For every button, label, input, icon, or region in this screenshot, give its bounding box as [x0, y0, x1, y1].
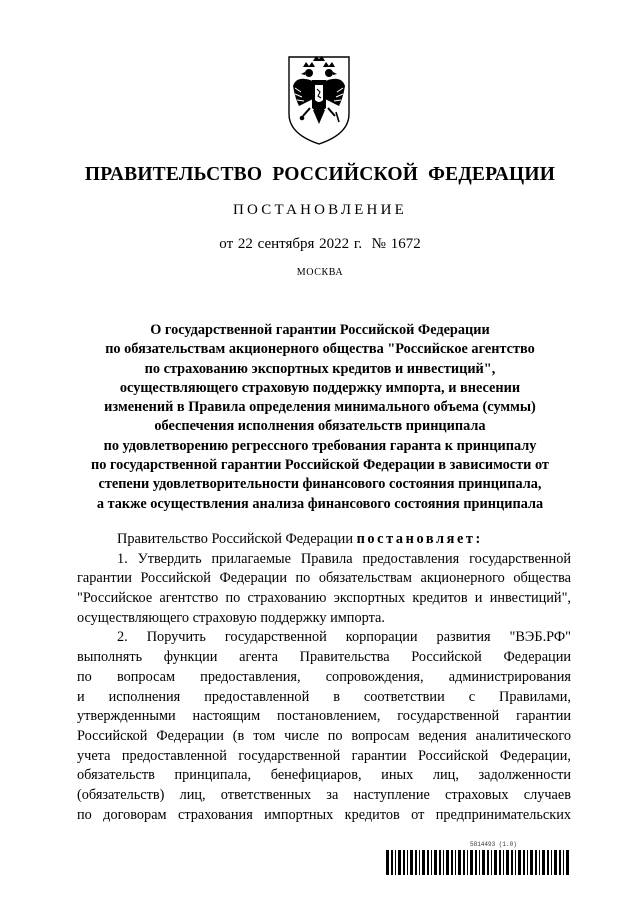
paragraph-2-line: обязательств принципала, бенефициаров, иных лиц, задолженности	[77, 767, 571, 784]
city-label: МОСКВА	[296, 267, 344, 278]
heading-line: осуществляющего страховую поддержку импорта, и внесении	[119, 379, 521, 396]
preamble	[77, 530, 571, 550]
heading-line: обеспечения исполнения обязательств принципала	[154, 418, 486, 435]
paragraph-1-line: "Российское агентство по страхованию экспортных кредитов и инвестиций",	[77, 590, 571, 607]
paragraph-2-line: Российской Федерации (в том числе по вопросам ведения аналитического	[77, 727, 571, 744]
paragraph-2-line: 2. Поручить государственной корпорации развития "ВЭБ.РФ"	[117, 629, 571, 646]
government-title: ПРАВИТЕЛЬСТВО РОССИЙСКОЙ ФЕДЕРАЦИИ	[84, 164, 556, 185]
paragraph-2-line: утвержденными настоящим постановлением, государственной гарантии	[77, 708, 571, 725]
paragraph-2-line: (обязательств) лиц, ответственных за наступление страховых случаев	[77, 786, 571, 803]
heading-line: по государственной гарантии Российской Федерации в зависимости от	[91, 457, 549, 474]
paragraph-2-line: выполнять функции агента Правительства Российской Федерации	[77, 649, 571, 666]
paragraph-1-line: гарантии Российской Федерации по обязательствам акционерного общества	[77, 570, 571, 587]
document-date: от 22 сентября 2022 г. № 1672	[219, 236, 421, 252]
preamble-text: Правительство Российской Федерации	[117, 531, 353, 547]
russian-double-headed-eagle-emblem-icon	[279, 52, 359, 148]
heading-line: О государственной гарантии Российской Федерации	[150, 322, 490, 338]
heading-line: а также осуществления анализа финансового состояния принципала	[96, 495, 544, 512]
heading-line: по удовлетворению регрессного требования гаранта к принципалу	[103, 437, 537, 454]
heading-line: изменений в Правила определения минимального объема (суммы)	[104, 399, 536, 416]
paragraph-2-line: по договорам страхования импортных кредитов от предпринимательских	[77, 806, 571, 823]
heading-line: по обязательствам акционерного общества "Российское агентство	[105, 341, 535, 358]
barcode-icon	[386, 850, 570, 875]
paragraph-1-line: 1. Утвердить прилагаемые Правила предоставления государственной	[117, 550, 571, 567]
preamble-verb: постановляет:	[356, 531, 483, 547]
document-type: ПОСТАНОВЛЕНИЕ	[233, 202, 407, 218]
paragraph-2-line: по вопросам предоставления, сопровождения, администрирования	[77, 668, 571, 685]
paragraph-2-line: учета предоставленной государственной гарантии Российской Федерации,	[77, 747, 571, 764]
document-heading	[60, 321, 580, 514]
paragraph-1-line: осуществляющего страховую поддержку импорта.	[77, 609, 385, 626]
barcode-number: 5814493 (1.0)	[470, 841, 517, 848]
paragraph-2-line: и исполнения предоставленной в соответствии с Правилами,	[77, 688, 571, 705]
heading-line: степени удовлетворительности финансового состояния принципала,	[98, 476, 542, 493]
heading-line: по страхованию экспортных кредитов и инвестиций",	[144, 360, 496, 377]
document-body	[77, 530, 571, 825]
